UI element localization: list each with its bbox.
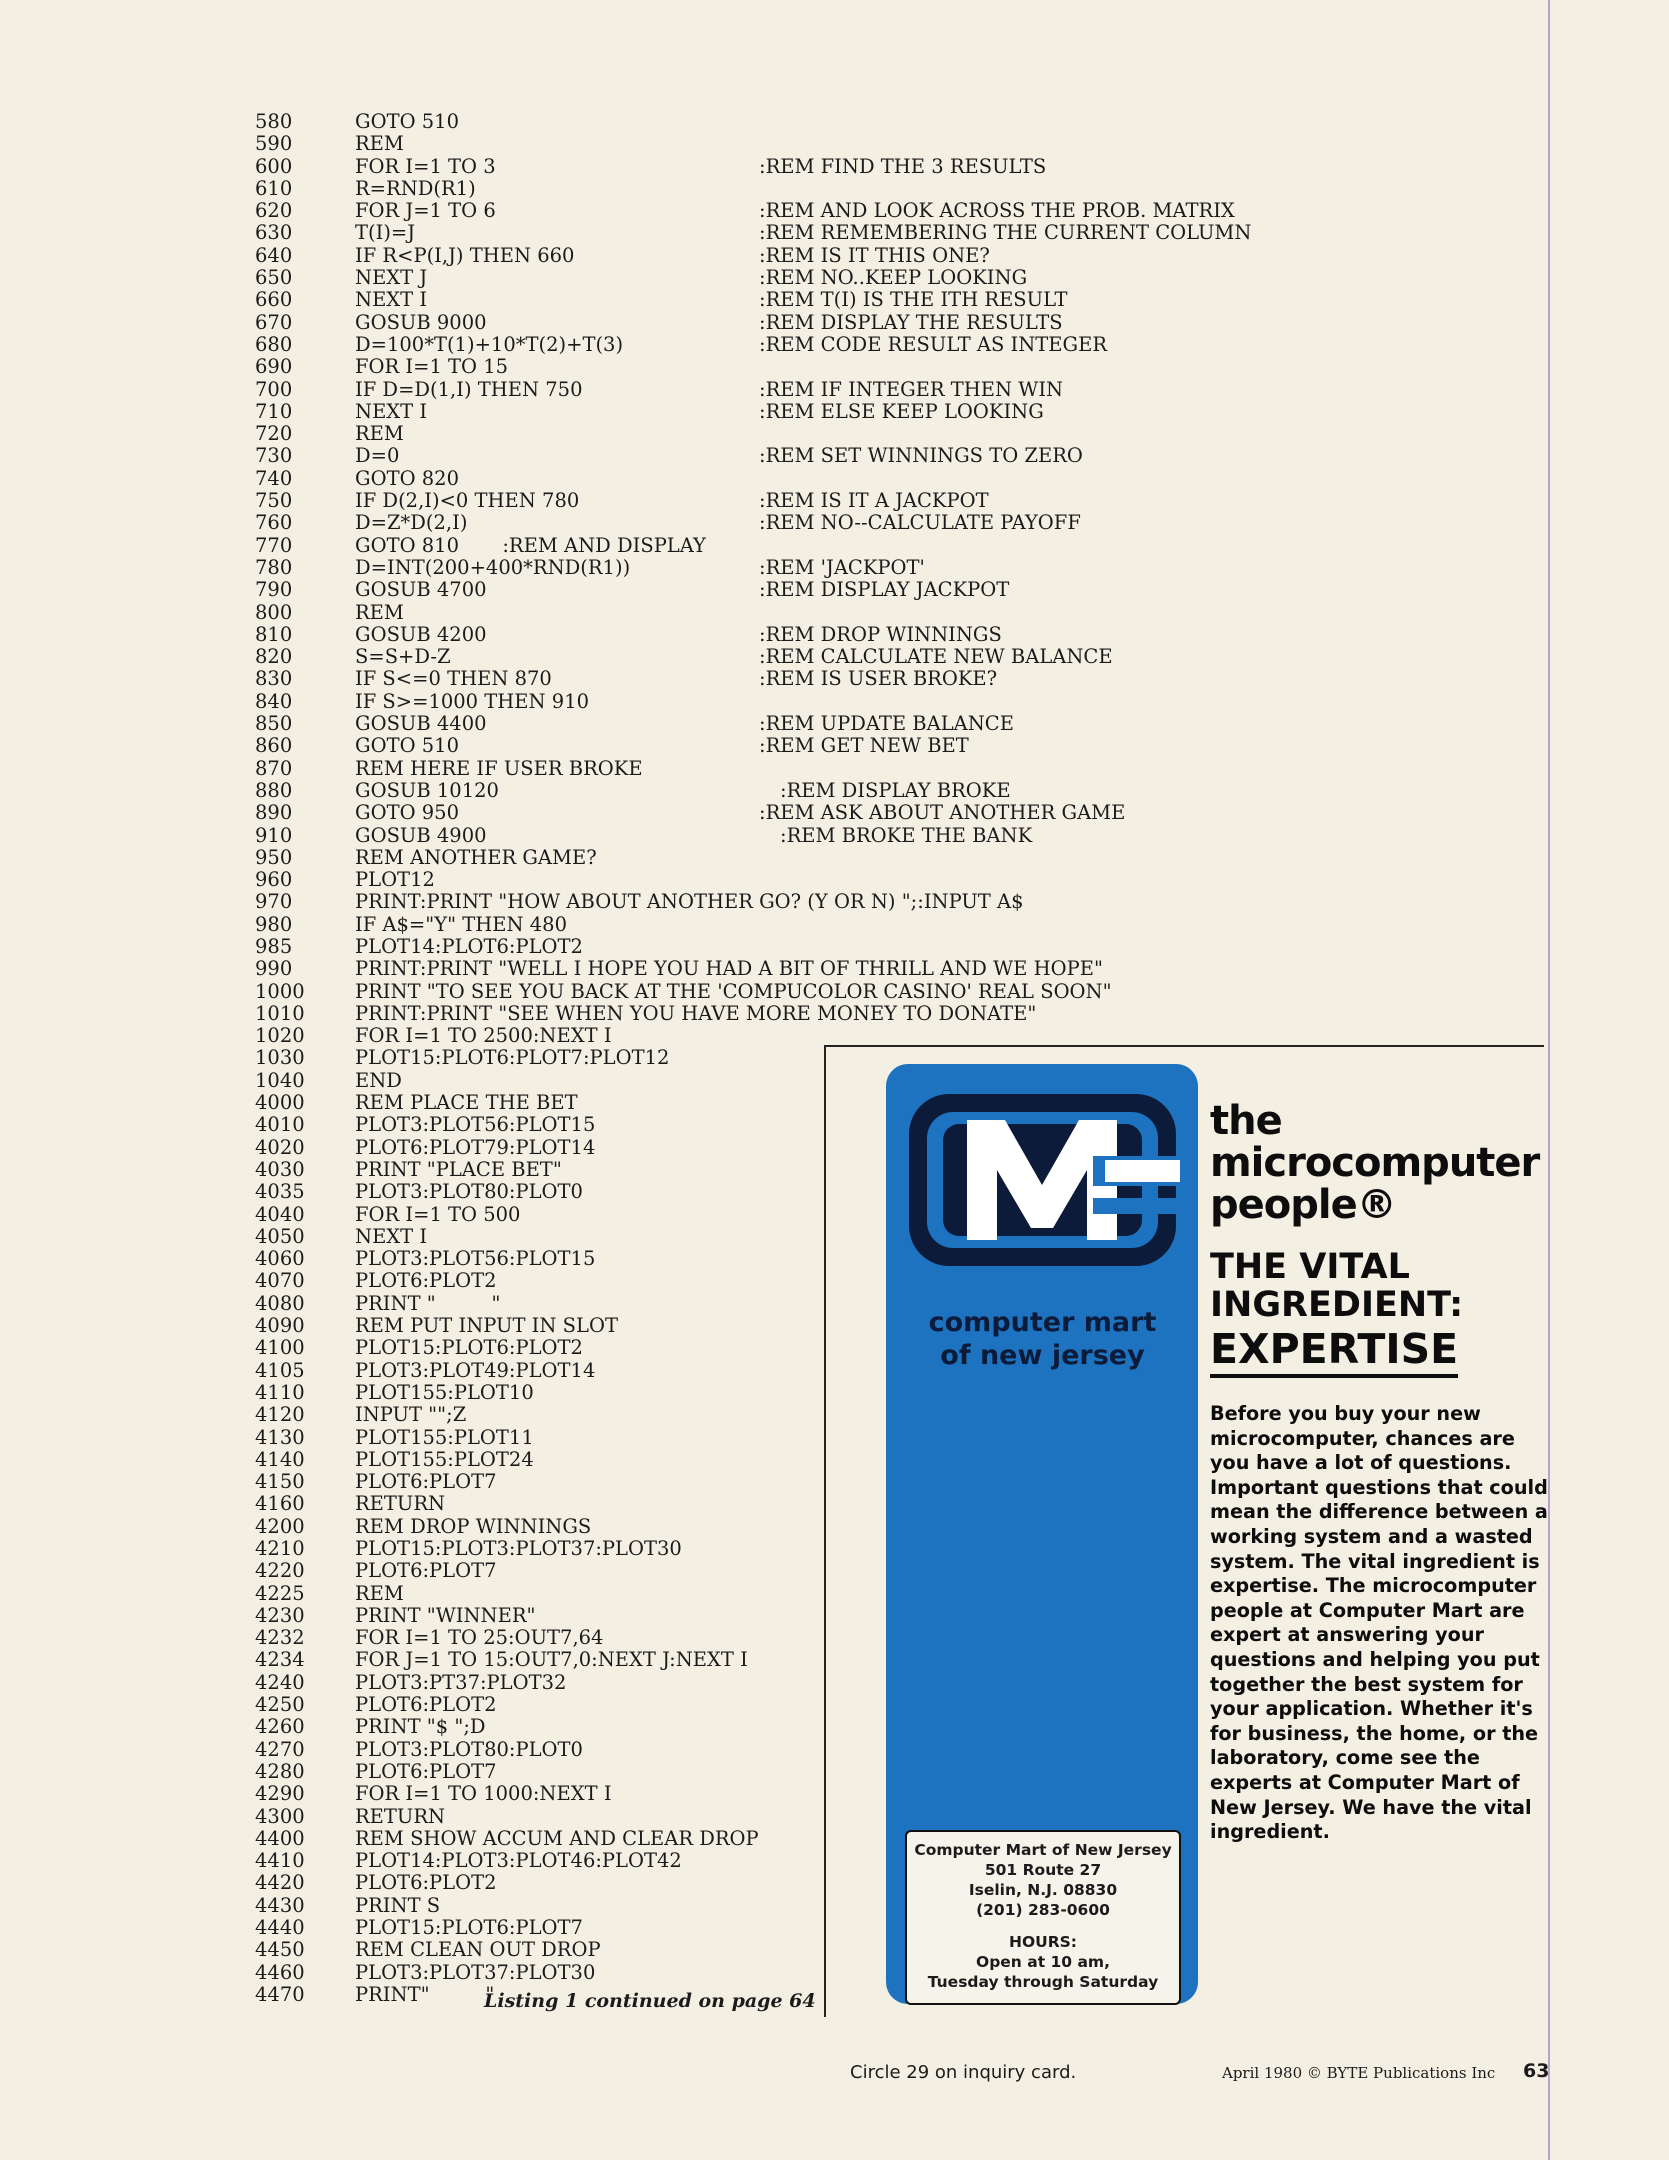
- cm-logo-icon: [905, 1090, 1180, 1270]
- line-code: PLOT6:PLOT2: [355, 1871, 497, 1895]
- address-line: 501 Route 27: [984, 1861, 1102, 1879]
- listing-line: [255, 133, 1295, 155]
- listing-line: [255, 713, 1295, 735]
- listing-line: [255, 825, 1295, 847]
- line-number: 860: [255, 734, 293, 758]
- listing-line: [255, 289, 1295, 311]
- ad-tagline: [1210, 1100, 1560, 1226]
- line-number: 890: [255, 801, 293, 825]
- line-code: PLOT6:PLOT7: [355, 1470, 497, 1494]
- line-code: GOSUB 9000: [355, 310, 487, 334]
- line-code: GOSUB 4700: [355, 578, 487, 602]
- inquiry-note: Circle 29 on inquiry card.: [850, 2062, 1077, 2083]
- listing-line: [255, 624, 1295, 646]
- tagline-line: microcomputer: [1210, 1140, 1540, 1186]
- listing-line: [255, 423, 1295, 445]
- listing-line: [255, 735, 1295, 757]
- listing-caption: Listing 1 continued on page 64: [484, 1990, 816, 2012]
- line-code: PLOT155:PLOT11: [355, 1425, 534, 1449]
- line-code: PRINT "TO SEE YOU BACK AT THE 'COMPUCOLOR CASINO' REAL SOON": [355, 979, 1112, 1003]
- line-code: T(I)=J: [355, 221, 416, 245]
- address-line: Iselin, N.J. 08830: [968, 1881, 1118, 1899]
- line-number: 850: [255, 712, 293, 736]
- line-number: 650: [255, 266, 293, 290]
- listing-line: [255, 312, 1295, 334]
- line-code: FOR I=1 TO 25:OUT7,64: [355, 1626, 604, 1650]
- line-code: GOSUB 4200: [355, 622, 487, 646]
- line-code: PLOT15:PLOT6:PLOT7: [355, 1916, 583, 1940]
- line-code: IF S<=0 THEN 870: [355, 667, 552, 691]
- line-code: IF A$="Y" THEN 480: [355, 912, 567, 936]
- line-number: 680: [255, 332, 293, 356]
- line-code: PLOT15:PLOT6:PLOT2: [355, 1336, 583, 1360]
- line-code: PLOT15:PLOT6:PLOT7:PLOT12: [355, 1046, 670, 1070]
- hours-line: Tuesday through Saturday: [927, 1973, 1159, 1991]
- line-code: PLOT6:PLOT2: [355, 1269, 497, 1293]
- line-number: 4460: [255, 1960, 305, 1984]
- listing-line: [255, 535, 1295, 557]
- line-code: GOTO 510: [355, 110, 459, 133]
- line-number: 4030: [255, 1157, 305, 1181]
- line-code: GOTO 810 :REM AND DISPLAY: [355, 533, 706, 557]
- line-code: PRINT S: [355, 1893, 441, 1917]
- line-number: 1030: [255, 1046, 305, 1070]
- ad-brand-line1: computer mart: [928, 1307, 1157, 1338]
- line-code: PLOT12: [355, 868, 435, 892]
- headline-line: INGREDIENT:: [1210, 1285, 1464, 1325]
- line-comment: :REM UPDATE BALANCE: [759, 712, 1014, 736]
- hours-line: Open at 10 am,: [976, 1953, 1110, 1971]
- line-number: 4470: [255, 1982, 305, 2006]
- line-number: 4140: [255, 1447, 305, 1471]
- listing-line: [255, 891, 1295, 913]
- line-number: 4300: [255, 1804, 305, 1828]
- line-comment: :REM SET WINNINGS TO ZERO: [759, 444, 1083, 468]
- line-number: 4410: [255, 1849, 305, 1873]
- line-code: GOTO 950: [355, 801, 459, 825]
- line-code: PLOT3:PLOT37:PLOT30: [355, 1960, 596, 1984]
- line-number: 730: [255, 444, 293, 468]
- line-number: 4200: [255, 1514, 305, 1538]
- line-number: 4280: [255, 1759, 305, 1783]
- listing-line: [255, 802, 1295, 824]
- line-comment: :REM NO..KEEP LOOKING: [759, 266, 1028, 290]
- line-number: 4000: [255, 1091, 305, 1115]
- line-number: 4035: [255, 1180, 305, 1204]
- line-code: PLOT3:PLOT80:PLOT0: [355, 1180, 583, 1204]
- hours-label: HOURS:: [1008, 1933, 1078, 1951]
- ad-headline-expertise: EXPERTISE: [1210, 1324, 1458, 1378]
- line-number: 4270: [255, 1737, 305, 1761]
- line-code: INPUT "";Z: [355, 1403, 467, 1427]
- line-code: PRINT " ": [355, 1291, 501, 1315]
- line-code: REM CLEAN OUT DROP: [355, 1938, 601, 1962]
- line-number: 610: [255, 176, 293, 200]
- ad-headline: [1210, 1248, 1560, 1324]
- line-number: 770: [255, 533, 293, 557]
- address-line: (201) 283-0600: [976, 1901, 1110, 1919]
- line-number: 985: [255, 934, 293, 958]
- line-code: IF R<P(I,J) THEN 660: [355, 243, 575, 267]
- listing-line: [255, 200, 1295, 222]
- line-code: RETURN: [355, 1804, 446, 1828]
- line-code: FOR I=1 TO 15: [355, 355, 509, 379]
- line-comment: :REM BROKE THE BANK: [780, 823, 1033, 847]
- line-code: END: [355, 1068, 402, 1092]
- listing-line: [255, 468, 1295, 490]
- line-number: 670: [255, 310, 293, 334]
- listing-line: [255, 914, 1295, 936]
- line-number: 1010: [255, 1001, 305, 1025]
- line-number: 4225: [255, 1581, 305, 1605]
- line-code: PLOT3:PT37:PLOT32: [355, 1670, 567, 1694]
- line-code: FOR I=1 TO 500: [355, 1202, 521, 1226]
- line-comment: :REM ELSE KEEP LOOKING: [759, 399, 1044, 423]
- listing-line: [255, 668, 1295, 690]
- line-code: PLOT3:PLOT80:PLOT0: [355, 1737, 583, 1761]
- line-number: 960: [255, 868, 293, 892]
- listing-line: [255, 579, 1295, 601]
- line-number: 1020: [255, 1024, 305, 1048]
- line-comment: :REM IS IT THIS ONE?: [759, 243, 990, 267]
- line-comment: :REM DISPLAY JACKPOT: [759, 578, 1010, 602]
- line-code: REM DROP WINNINGS: [355, 1514, 592, 1538]
- line-code: PLOT15:PLOT3:PLOT37:PLOT30: [355, 1537, 682, 1560]
- line-code: PLOT14:PLOT3:PLOT46:PLOT42: [355, 1849, 682, 1873]
- line-comment: :REM ASK ABOUT ANOTHER GAME: [759, 801, 1126, 825]
- line-number: 880: [255, 778, 293, 802]
- listing-line: [255, 780, 1295, 802]
- line-code: PRINT "$ ";D: [355, 1715, 486, 1739]
- line-code: REM: [355, 600, 404, 624]
- line-code: D=0: [355, 444, 400, 468]
- line-number: 4050: [255, 1224, 305, 1248]
- line-number: 4230: [255, 1603, 305, 1627]
- ad-brand-line2: of new jersey: [940, 1340, 1145, 1371]
- line-code: PRINT:PRINT "SEE WHEN YOU HAVE MORE MONEY TO DONATE": [355, 1001, 1037, 1025]
- ad-body-text: Before you buy your new microcomputer, chances are you have a lot of questions. Important questions that could mean the difference between a working system and a wasted system. The vital ingredient is expertise. The microcomputer people at Computer Mart are expert at answering your questions and helping you put together the best system for your application. Whether it's for business, the home, or the laboratory, come see the experts at Computer Mart of New Jersey. We have the vital ingredient.: [1210, 1402, 1548, 1844]
- listing-line: [255, 267, 1295, 289]
- line-code: PRINT "PLACE BET": [355, 1157, 562, 1181]
- line-code: PRINT:PRINT "HOW ABOUT ANOTHER GO? (Y OR N) ";:INPUT A$: [355, 890, 1024, 914]
- line-number: 4080: [255, 1291, 305, 1315]
- line-code: PLOT3:PLOT56:PLOT15: [355, 1113, 596, 1137]
- line-code: GOSUB 4900: [355, 823, 487, 847]
- line-number: 630: [255, 221, 293, 245]
- line-code: PRINT" ": [355, 1982, 495, 2006]
- line-code: PRINT "WINNER": [355, 1603, 536, 1627]
- line-code: D=INT(200+400*RND(R1)): [355, 555, 631, 579]
- line-number: 700: [255, 377, 293, 401]
- line-number: 760: [255, 511, 293, 535]
- line-number: 820: [255, 645, 293, 669]
- listing-line: [255, 379, 1295, 401]
- line-number: 4240: [255, 1670, 305, 1694]
- tagline-line: people®: [1210, 1182, 1396, 1228]
- line-comment: :REM DISPLAY BROKE: [780, 778, 1011, 802]
- line-code: FOR I=1 TO 1000:NEXT I: [355, 1782, 612, 1806]
- listing-line: [255, 557, 1295, 579]
- line-number: 4150: [255, 1470, 305, 1494]
- listing-line: [255, 646, 1295, 668]
- listing-line: [255, 512, 1295, 534]
- line-code: IF D(2,I)<0 THEN 780: [355, 489, 580, 513]
- line-code: D=Z*D(2,I): [355, 511, 468, 535]
- line-comment: :REM AND LOOK ACROSS THE PROB. MATRIX: [759, 199, 1235, 223]
- listing-line: [255, 356, 1295, 378]
- listing-line: [255, 958, 1295, 980]
- line-number: 980: [255, 912, 293, 936]
- line-code: REM HERE IF USER BROKE: [355, 756, 643, 780]
- ad-address-box: [905, 1830, 1181, 2005]
- line-number: 950: [255, 845, 293, 869]
- listing-line: [255, 490, 1295, 512]
- line-number: 4420: [255, 1871, 305, 1895]
- line-comment: :REM DISPLAY THE RESULTS: [759, 310, 1063, 334]
- line-code: GOTO 510: [355, 734, 459, 758]
- publication-date: April 1980 © BYTE Publications Inc: [1222, 2064, 1496, 2082]
- line-code: REM ANOTHER GAME?: [355, 845, 597, 869]
- line-code: R=RND(R1): [355, 176, 476, 200]
- line-comment: :REM CALCULATE NEW BALANCE: [759, 645, 1113, 669]
- line-number: 4020: [255, 1135, 305, 1159]
- line-code: REM PLACE THE BET: [355, 1091, 578, 1115]
- line-number: 4060: [255, 1247, 305, 1271]
- line-number: 810: [255, 622, 293, 646]
- line-number: 910: [255, 823, 293, 847]
- line-code: D=100*T(1)+10*T(2)+T(3): [355, 332, 624, 356]
- line-number: 590: [255, 132, 293, 156]
- line-code: GOTO 820: [355, 466, 459, 490]
- line-code: PLOT155:PLOT24: [355, 1447, 534, 1471]
- line-number: 4040: [255, 1202, 305, 1226]
- line-code: FOR J=1 TO 15:OUT7,0:NEXT J:NEXT I: [355, 1648, 748, 1672]
- line-number: 580: [255, 110, 293, 133]
- listing-line: [255, 936, 1295, 958]
- line-number: 4220: [255, 1559, 305, 1583]
- line-code: FOR I=1 TO 3: [355, 154, 496, 178]
- line-number: 790: [255, 578, 293, 602]
- line-code: REM: [355, 1581, 404, 1605]
- line-code: NEXT J: [355, 266, 428, 290]
- line-code: FOR I=1 TO 2500:NEXT I: [355, 1024, 612, 1048]
- line-comment: :REM T(I) IS THE ITH RESULT: [759, 288, 1068, 312]
- listing-line: [255, 111, 1295, 133]
- line-code: GOSUB 10120: [355, 778, 499, 802]
- line-number: 4090: [255, 1314, 305, 1338]
- line-code: NEXT I: [355, 399, 428, 423]
- line-code: PLOT6:PLOT79:PLOT14: [355, 1135, 596, 1159]
- line-number: 640: [255, 243, 293, 267]
- line-comment: :REM CODE RESULT AS INTEGER: [759, 332, 1108, 356]
- line-comment: :REM FIND THE 3 RESULTS: [759, 154, 1047, 178]
- line-comment: :REM GET NEW BET: [759, 734, 969, 758]
- line-number: 740: [255, 466, 293, 490]
- line-number: 4234: [255, 1648, 305, 1672]
- line-number: 4210: [255, 1537, 305, 1560]
- listing-line: [255, 847, 1295, 869]
- line-code: IF S>=1000 THEN 910: [355, 689, 590, 713]
- line-number: 990: [255, 957, 293, 981]
- listing-line: [255, 178, 1295, 200]
- line-code: PLOT6:PLOT7: [355, 1759, 497, 1783]
- listing-line: [255, 758, 1295, 780]
- listing-line: [255, 245, 1295, 267]
- line-number: 4070: [255, 1269, 305, 1293]
- line-number: 4430: [255, 1893, 305, 1917]
- line-number: 4120: [255, 1403, 305, 1427]
- line-number: 4105: [255, 1358, 305, 1382]
- line-number: 780: [255, 555, 293, 579]
- line-number: 600: [255, 154, 293, 178]
- line-number: 4250: [255, 1693, 305, 1717]
- line-number: 4010: [255, 1113, 305, 1137]
- line-comment: :REM IF INTEGER THEN WIN: [759, 377, 1064, 401]
- line-code: PLOT3:PLOT56:PLOT15: [355, 1247, 596, 1271]
- line-code: PLOT3:PLOT49:PLOT14: [355, 1358, 596, 1382]
- listing-line: [255, 602, 1295, 624]
- line-code: S=S+D-Z: [355, 645, 451, 669]
- line-number: 710: [255, 399, 293, 423]
- line-number: 1000: [255, 979, 305, 1003]
- listing-line: [255, 1003, 1295, 1025]
- line-code: REM: [355, 132, 404, 156]
- line-number: 4130: [255, 1425, 305, 1449]
- listing-line: [255, 445, 1295, 467]
- line-code: PLOT6:PLOT2: [355, 1693, 497, 1717]
- line-number: 4160: [255, 1492, 305, 1516]
- line-number: 4100: [255, 1336, 305, 1360]
- line-number: 830: [255, 667, 293, 691]
- line-code: PRINT:PRINT "WELL I HOPE YOU HAD A BIT OF THRILL AND WE HOPE": [355, 957, 1103, 981]
- line-number: 720: [255, 422, 293, 446]
- line-number: 4110: [255, 1380, 305, 1404]
- line-number: 840: [255, 689, 293, 713]
- line-number: 690: [255, 355, 293, 379]
- headline-line: THE VITAL: [1210, 1247, 1410, 1287]
- line-code: PLOT14:PLOT6:PLOT2: [355, 934, 583, 958]
- address-line: Computer Mart of New Jersey: [914, 1841, 1172, 1859]
- ad-copy: [1210, 1100, 1560, 1845]
- line-number: 660: [255, 288, 293, 312]
- line-code: REM: [355, 422, 404, 446]
- line-number: 4260: [255, 1715, 305, 1739]
- line-code: NEXT I: [355, 288, 428, 312]
- line-comment: :REM IS IT A JACKPOT: [759, 489, 989, 513]
- line-code: REM PUT INPUT IN SLOT: [355, 1314, 618, 1338]
- line-number: 4440: [255, 1916, 305, 1940]
- listing-line: [255, 691, 1295, 713]
- line-number: 750: [255, 489, 293, 513]
- line-code: REM SHOW ACCUM AND CLEAR DROP: [355, 1826, 759, 1850]
- line-number: 970: [255, 890, 293, 914]
- line-code: RETURN: [355, 1492, 446, 1516]
- listing-line: [255, 401, 1295, 423]
- line-code: PLOT6:PLOT7: [355, 1559, 497, 1583]
- line-number: 1040: [255, 1068, 305, 1092]
- listing-line: [255, 222, 1295, 244]
- listing-line: [255, 156, 1295, 178]
- line-code: FOR J=1 TO 6: [355, 199, 496, 223]
- line-number: 4450: [255, 1938, 305, 1962]
- line-number: 4400: [255, 1826, 305, 1850]
- line-comment: :REM DROP WINNINGS: [759, 622, 1002, 646]
- line-number: 800: [255, 600, 293, 624]
- line-number: 4290: [255, 1782, 305, 1806]
- line-comment: :REM IS USER BROKE?: [759, 667, 998, 691]
- line-number: 4232: [255, 1626, 305, 1650]
- listing-line: [255, 981, 1295, 1003]
- tagline-line: the: [1210, 1098, 1282, 1144]
- ad-brand-name: [906, 1306, 1179, 1372]
- listing-line: [255, 869, 1295, 891]
- line-code: GOSUB 4400: [355, 712, 487, 736]
- line-comment: :REM REMEMBERING THE CURRENT COLUMN: [759, 221, 1252, 245]
- line-comment: :REM NO--CALCULATE PAYOFF: [759, 511, 1081, 535]
- line-code: IF D=D(1,I) THEN 750: [355, 377, 583, 401]
- page-number: 63: [1523, 2060, 1550, 2082]
- line-code: NEXT I: [355, 1224, 428, 1248]
- line-code: PLOT155:PLOT10: [355, 1380, 534, 1404]
- line-number: 870: [255, 756, 293, 780]
- line-comment: :REM 'JACKPOT': [759, 555, 925, 579]
- listing-line: [255, 334, 1295, 356]
- line-number: 620: [255, 199, 293, 223]
